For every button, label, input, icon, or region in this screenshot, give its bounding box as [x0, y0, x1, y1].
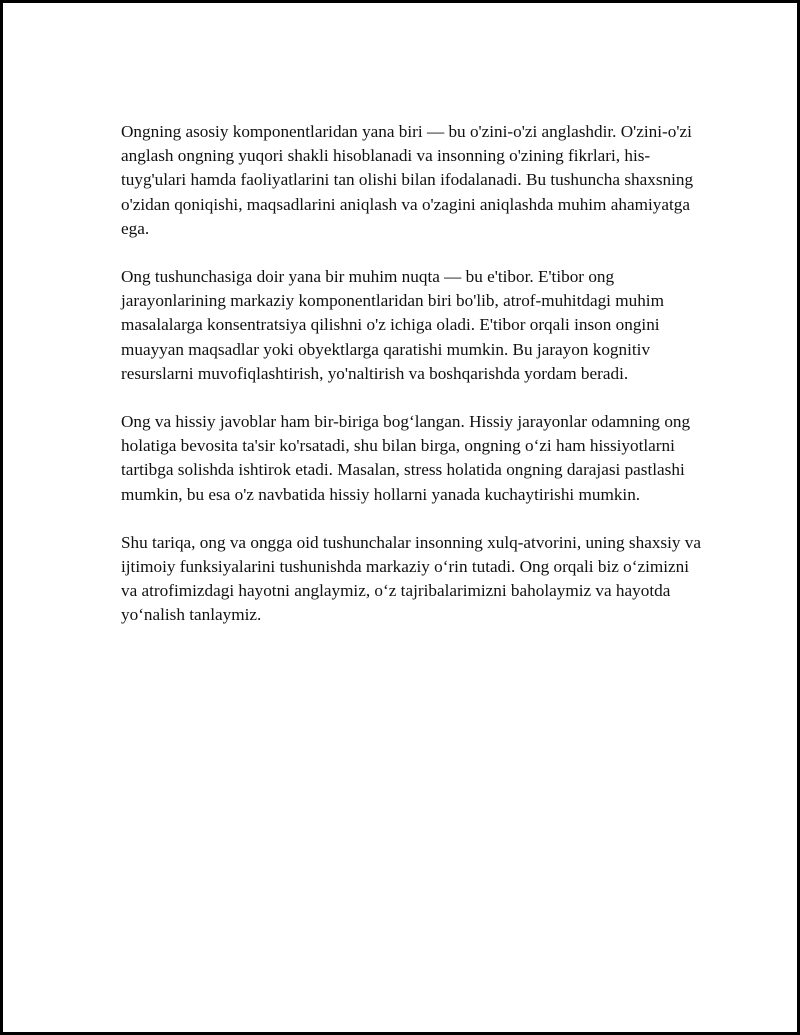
paragraph-3: Ong va hissiy javoblar ham bir-biriga bog‘langan. Hissiy jarayonlar odamning ong holatiga bevosita ta'sir ko'rsatadi, shu bilan birga, ongning o‘zi ham hissiyotlarni tartibga solishda ishtirok etadi. Masalan, stress holatida ongning darajasi pastlashi mumkin, bu esa o'z navbatida hissiy hollarni yanada kuchaytirishi mumkin. [121, 412, 691, 504]
document-body [121, 120, 701, 652]
paragraph-2: Ong tushunchasiga doir yana bir muhim nuqta — bu e'tibor. E'tibor ong jarayonlarining markaziy komponentlaridan biri bo'lib, atrof-muhitdagi muhim masalalarga konsentratsiya qilishni o'z ichiga oladi. E'tibor orqali inson ongini muayyan maqsadlar yoki obyektlarga qaratishi mumkin. Bu jarayon kognitiv resurslarni muvofiqlashtirish, yo'naltirish va boshqarishda yordam beradi. [121, 267, 664, 383]
paragraph-1: Ongning asosiy komponentlaridan yana biri — bu o'zini-o'zi anglashdir. O'zini-o'zi anglash ongning yuqori shakli hisoblanadi va insonning o'zining fikrlari, his-tuyg'ulari hamda faoliyatlarini tan olishi bilan ifodalanadi. Bu tushuncha shaxsning o'zidan qoniqishi, maqsadlarini aniqlash va o'zagini aniqlashda muhim ahamiyatga ega. [121, 122, 694, 238]
paragraph-4: Shu tariqa, ong va ongga oid tushunchalar insonning xulq-atvorini, uning shaxsiy va ijtimoiy funksiyalarini tushunishda markaziy o‘rin tutadi. Ong orqali biz o‘zimizni va atrofimizdagi hayotni anglaymiz, o‘z tajribalarimizni baholaymiz va hayotda yo‘nalish tanlaymiz. [121, 532, 701, 625]
